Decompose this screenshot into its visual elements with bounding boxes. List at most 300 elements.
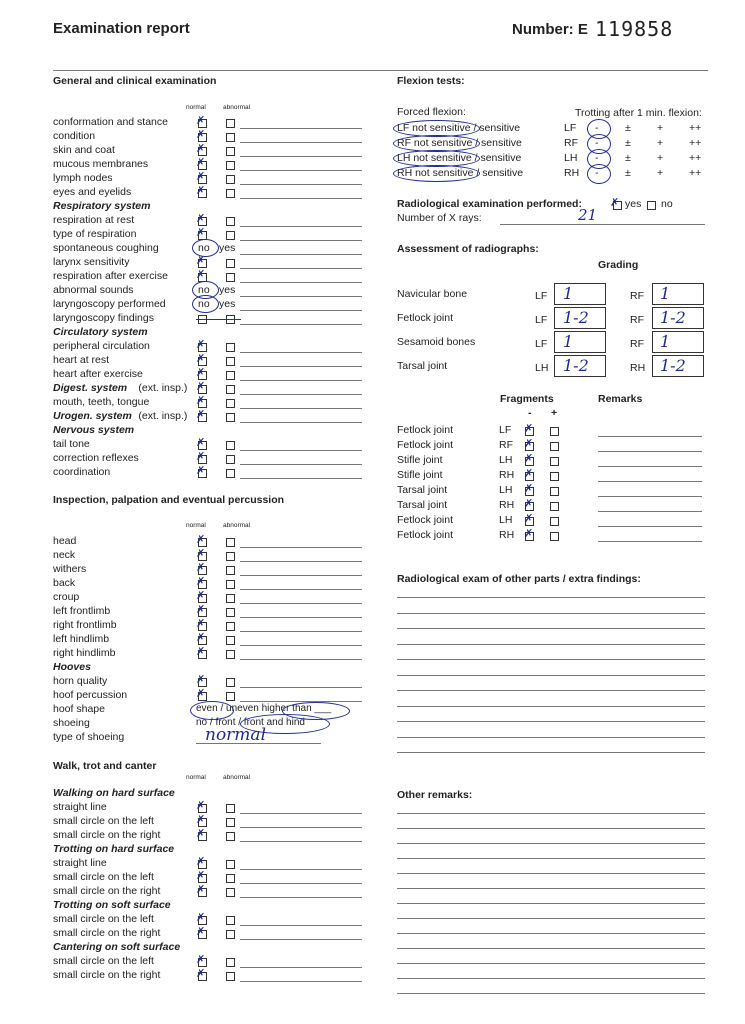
ruled-line: [397, 628, 705, 629]
answer-line: [240, 464, 362, 465]
flexion-scale: ±: [625, 167, 631, 179]
abnormal-checkbox[interactable]: [226, 175, 235, 184]
abnormal-checkbox[interactable]: [226, 371, 235, 380]
ruled-line: [397, 993, 705, 994]
abnormal-checkbox[interactable]: [226, 385, 235, 394]
circled-even: [190, 701, 234, 720]
xray-label: Number of X rays:: [397, 212, 482, 224]
trotting-label: Trotting after 1 min. flexion:: [575, 107, 702, 119]
fragment-check-mark: ✗: [524, 437, 534, 450]
row-label: correction reflexes: [53, 452, 139, 464]
abnormal-checkbox[interactable]: [226, 189, 235, 198]
answer-line: [240, 380, 362, 381]
fragment-leg: RH: [499, 469, 515, 481]
ruled-line: [397, 644, 705, 645]
remarks-line: [598, 436, 702, 437]
grade-left-value: 1-2: [563, 356, 589, 375]
check-mark: ✗: [196, 156, 206, 169]
check-mark: ✗: [196, 226, 206, 239]
grade-left-leg: LF: [535, 290, 548, 302]
ruled-line: [397, 948, 705, 949]
answer-line: [240, 450, 362, 451]
abnormal-checkbox[interactable]: [226, 860, 235, 869]
ruled-line: [397, 597, 705, 598]
fragment-plus-checkbox[interactable]: [550, 532, 559, 541]
fragment-plus-checkbox[interactable]: [550, 517, 559, 526]
section-heading: Hooves: [53, 661, 91, 673]
abnormal-checkbox[interactable]: [226, 441, 235, 450]
fragment-plus-checkbox[interactable]: [550, 457, 559, 466]
grade-left-leg: LF: [535, 338, 548, 350]
grade-left-value: 1-2: [563, 308, 589, 327]
answer-line: [240, 282, 362, 283]
row-label: laryngoscopy findings: [53, 312, 154, 324]
check-mark: ✗: [196, 142, 206, 155]
row-label: abnormal sounds: [53, 284, 134, 296]
answer-line: [240, 967, 362, 968]
check-mark: ✗: [196, 617, 206, 630]
row-label: hoof shape: [53, 703, 105, 715]
handwritten-answer: normal: [205, 725, 267, 745]
abnormal-checkbox[interactable]: [226, 455, 235, 464]
fragment-check-mark: ✗: [524, 467, 534, 480]
check-mark: ✗: [196, 212, 206, 225]
fragment-plus-checkbox[interactable]: [550, 487, 559, 496]
row-label: skin and coat: [53, 144, 115, 156]
answer-line: [240, 310, 362, 311]
col-abnormal-label-2: abnormal: [223, 522, 251, 529]
check-mark: ✗: [196, 869, 206, 882]
row-label: straight line: [53, 857, 107, 869]
row-label: neck: [53, 549, 76, 561]
answer-line: [240, 366, 362, 367]
no-option[interactable]: no: [198, 242, 210, 254]
grade-right-value: 1-2: [660, 308, 686, 327]
fragment-check-mark: ✗: [524, 527, 534, 540]
answer-line: [240, 547, 362, 548]
check-mark: ✗: [196, 450, 206, 463]
fragment-leg: RH: [499, 529, 515, 541]
check-mark: ✗: [196, 813, 206, 826]
ruled-line: [397, 963, 705, 964]
abnormal-checkbox[interactable]: [226, 259, 235, 268]
row-label: respiration at rest: [53, 214, 135, 226]
fragment-check-mark: ✗: [524, 482, 534, 495]
ruled-line: [397, 752, 705, 753]
abnormal-checkbox[interactable]: [226, 399, 235, 408]
fragments-label: Fragments: [500, 393, 554, 405]
remarks-line: [598, 511, 702, 512]
no-option[interactable]: no: [198, 284, 210, 296]
fragment-check-mark: ✗: [524, 497, 534, 510]
grade-right-leg: RH: [630, 362, 646, 374]
fragment-label: Fetlock joint: [397, 439, 454, 451]
answer-line: [240, 156, 362, 157]
abnormal-checkbox[interactable]: [226, 273, 235, 282]
check-mark: ✗: [196, 408, 206, 421]
check-mark: ✗: [196, 114, 206, 127]
check-mark: ✗: [196, 925, 206, 938]
row-label: straight line: [53, 801, 107, 813]
flexion-leg: LF: [564, 122, 577, 134]
ruled-line: [397, 933, 705, 934]
col-normal-label-2: normal: [186, 522, 206, 529]
answer-line: [240, 813, 362, 814]
answer-line: [240, 422, 362, 423]
abnormal-checkbox[interactable]: [226, 832, 235, 841]
section-heading: Trotting on soft surface: [53, 899, 171, 911]
ruled-line: [397, 706, 705, 707]
section-heading: Urogen. system: [53, 410, 132, 422]
grade-left-leg: LF: [535, 314, 548, 326]
remarks-line: [598, 451, 702, 452]
check-mark: ✗: [196, 366, 206, 379]
plus-label: +: [551, 407, 558, 419]
yes-option[interactable]: yes: [219, 298, 236, 310]
row-label: small circle on the left: [53, 913, 154, 925]
check-mark: ✗: [196, 394, 206, 407]
ruled-line: [397, 613, 705, 614]
check-mark: ✗: [196, 575, 206, 588]
flexion-leg: RH: [564, 167, 580, 179]
flexion-row-text: LH not sensitive / sensitive: [397, 152, 522, 164]
grade-right-leg: RF: [630, 290, 644, 302]
row-label: small circle on the right: [53, 829, 161, 841]
answer-line: [240, 617, 362, 618]
abnormal-checkbox[interactable]: [226, 650, 235, 659]
ruled-line: [397, 873, 705, 874]
check-mark: ✗: [196, 561, 206, 574]
radio-yes-mark: ✗: [610, 196, 620, 209]
col-abnormal-label-3: abnormal: [223, 774, 251, 781]
abnormal-checkbox[interactable]: [226, 804, 235, 813]
ruled-line: [397, 918, 705, 919]
col-normal-label: normal: [186, 104, 206, 111]
flexion-scale: ++: [689, 122, 702, 134]
answer-line: [240, 645, 362, 646]
abnormal-checkbox[interactable]: [226, 622, 235, 631]
fragment-plus-checkbox[interactable]: [550, 427, 559, 436]
row-label: coordination: [53, 466, 111, 478]
flexion-row-text: LF not sensitive / sensitive: [397, 122, 521, 134]
abnormal-checkbox[interactable]: [226, 343, 235, 352]
grade-right-leg: RF: [630, 338, 644, 350]
row-label: right frontlimb: [53, 619, 117, 631]
fragment-label: Fetlock joint: [397, 514, 454, 526]
abnormal-checkbox[interactable]: [226, 538, 235, 547]
abnormal-checkbox[interactable]: [226, 678, 235, 687]
answer-line: [240, 603, 362, 604]
no-option[interactable]: no: [198, 298, 210, 310]
answer-line: [240, 408, 362, 409]
row-label: small circle on the right: [53, 969, 161, 981]
flexion-grade: -: [595, 137, 599, 149]
row-label: heart after exercise: [53, 368, 143, 380]
fragment-label: Fetlock joint: [397, 424, 454, 436]
general-section-title: General and clinical examination: [53, 75, 217, 87]
abnormal-checkbox[interactable]: [226, 469, 235, 478]
ruled-line: [397, 675, 705, 676]
flexion-leg: RF: [564, 137, 578, 149]
answer-line: [240, 268, 362, 269]
row-label: left hindlimb: [53, 633, 110, 645]
answer-line: [240, 198, 362, 199]
fragment-leg: RH: [499, 499, 515, 511]
heading-suffix: (ext. insp.): [138, 382, 188, 394]
grade-left-box[interactable]: [554, 331, 606, 353]
answer-line: [240, 841, 362, 842]
check-mark: ✗: [196, 268, 206, 281]
check-mark: ✗: [196, 687, 206, 700]
check-mark: ✗: [196, 645, 206, 658]
report-number: 119858: [595, 17, 674, 41]
row-label: withers: [53, 563, 87, 575]
check-mark: ✗: [196, 883, 206, 896]
row-label: right hindlimb: [53, 647, 116, 659]
grade-left-value: 1: [563, 284, 574, 303]
flexion-scale: ±: [625, 152, 631, 164]
row-label: lymph nodes: [53, 172, 113, 184]
circled-not-sensitive: [393, 165, 480, 182]
fragment-leg: LH: [499, 454, 513, 466]
remarks-label: Remarks: [598, 393, 643, 405]
abnormal-checkbox[interactable]: [226, 357, 235, 366]
col-normal-label-3: normal: [186, 774, 206, 781]
row-label: conformation and stance: [53, 116, 168, 128]
abnormal-checkbox[interactable]: [226, 580, 235, 589]
fragment-check-mark: ✗: [524, 512, 534, 525]
answer-line: [240, 939, 362, 940]
abnormal-checkbox[interactable]: [226, 594, 235, 603]
grading-label: Grading: [598, 259, 639, 271]
ruled-line: [397, 690, 705, 691]
number-label: Number: E: [512, 21, 588, 38]
abnormal-checkbox[interactable]: [226, 119, 235, 128]
forced-flexion-label: Forced flexion:: [397, 106, 466, 118]
check-mark: ✗: [196, 855, 206, 868]
flexion-row-text: RF not sensitive / sensitive: [397, 137, 522, 149]
remarks-line: [598, 526, 702, 527]
answer-line: [240, 142, 362, 143]
check-mark: ✗: [196, 464, 206, 477]
option-text: even / uneven higher than ___: [196, 703, 332, 714]
answer-line: [240, 478, 362, 479]
row-label: mouth, teeth, tongue: [53, 396, 150, 408]
answer-line: [196, 743, 321, 744]
fragment-plus-checkbox[interactable]: [550, 502, 559, 511]
grade-label: Fetlock joint: [397, 312, 454, 324]
abnormal-checkbox[interactable]: [226, 133, 235, 142]
row-label: head: [53, 535, 77, 547]
ruled-line: [397, 888, 705, 889]
check-mark: ✗: [196, 631, 206, 644]
abnormal-checkbox[interactable]: [226, 552, 235, 561]
ruled-line: [397, 813, 705, 814]
flexion-scale: +: [657, 137, 664, 149]
abnormal-checkbox[interactable]: [226, 874, 235, 883]
row-label: croup: [53, 591, 80, 603]
radiological-title: Radiological examination performed:: [397, 198, 582, 210]
grade-right-value: 1: [660, 284, 671, 303]
answer-line: [240, 240, 362, 241]
abnormal-checkbox[interactable]: [226, 636, 235, 645]
abnormal-checkbox[interactable]: [226, 147, 235, 156]
row-label: type of respiration: [53, 228, 137, 240]
fragment-label: Tarsal joint: [397, 499, 448, 511]
remarks-line: [598, 541, 702, 542]
row-label: small circle on the right: [53, 885, 161, 897]
row-label: eyes and eyelids: [53, 186, 132, 198]
abnormal-checkbox[interactable]: [226, 231, 235, 240]
flexion-scale: +: [657, 167, 664, 179]
row-label: shoeing: [53, 717, 90, 729]
row-label: small circle on the right: [53, 927, 161, 939]
row-label: horn quality: [53, 675, 108, 687]
answer-line: [240, 394, 362, 395]
answer-line: [240, 631, 362, 632]
row-label: small circle on the left: [53, 815, 154, 827]
gait-section-title: Walk, trot and canter: [53, 760, 157, 772]
row-label: spontaneous coughing: [53, 242, 159, 254]
inspection-section-title: Inspection, palpation and eventual percussion: [53, 494, 285, 506]
grade-left-value: 1: [563, 332, 574, 351]
radio-yes-label: yes: [625, 198, 642, 210]
abnormal-checkbox[interactable]: [226, 958, 235, 967]
xray-line: [500, 224, 705, 225]
circled-grade: [587, 164, 611, 184]
section-heading: Respiratory system: [53, 200, 151, 212]
answer-line: [240, 254, 362, 255]
row-label: peripheral circulation: [53, 340, 150, 352]
abnormal-checkbox[interactable]: [226, 888, 235, 897]
fragment-leg: RF: [499, 439, 513, 451]
grade-right-value: 1: [660, 332, 671, 351]
section-heading: Nervous system: [53, 424, 135, 436]
grade-left-box[interactable]: [554, 283, 606, 305]
flexion-scale: +: [657, 122, 664, 134]
radiological-other-title: Radiological exam of other parts / extra findings:: [397, 573, 641, 585]
check-mark: ✗: [196, 673, 206, 686]
grade-left-leg: LH: [535, 362, 549, 374]
fragment-label: Stifle joint: [397, 469, 443, 481]
yes-option[interactable]: yes: [219, 242, 236, 254]
section-heading: Walking on hard surface: [53, 787, 175, 799]
answer-line: [240, 589, 362, 590]
answer-line: [240, 561, 362, 562]
flexion-scale: +: [657, 152, 664, 164]
minus-label: -: [528, 407, 532, 419]
strike-mark: [196, 319, 241, 320]
remarks-line: [598, 496, 702, 497]
abnormal-checkbox[interactable]: [226, 818, 235, 827]
ruled-line: [397, 978, 705, 979]
abnormal-checkbox[interactable]: [226, 692, 235, 701]
check-mark: ✗: [196, 603, 206, 616]
flexion-grade: -: [595, 167, 599, 179]
answer-line: [240, 883, 362, 884]
flexion-grade: -: [595, 152, 599, 164]
fragment-plus-checkbox[interactable]: [550, 442, 559, 451]
answer-line: [240, 981, 362, 982]
fragment-leg: LF: [499, 424, 512, 436]
row-label: mucous membranes: [53, 158, 149, 170]
row-label: respiration after exercise: [53, 270, 168, 282]
answer-line: [240, 170, 362, 171]
row-label: heart at rest: [53, 354, 110, 366]
page-title: Examination report: [53, 20, 190, 37]
abnormal-checkbox[interactable]: [226, 916, 235, 925]
flexion-scale: ±: [625, 122, 631, 134]
remarks-line: [598, 466, 702, 467]
fragment-leg: LH: [499, 514, 513, 526]
abnormal-checkbox[interactable]: [226, 217, 235, 226]
answer-line: [240, 575, 362, 576]
answer-line: [240, 184, 362, 185]
check-mark: ✗: [196, 128, 206, 141]
check-mark: ✗: [196, 184, 206, 197]
check-mark: ✗: [196, 799, 206, 812]
section-heading: Cantering on soft surface: [53, 941, 181, 953]
flexion-scale: ++: [689, 167, 702, 179]
flexion-scale: ++: [689, 137, 702, 149]
abnormal-checkbox[interactable]: [226, 930, 235, 939]
row-label: condition: [53, 130, 96, 142]
circled-no: [192, 295, 219, 313]
yes-option[interactable]: yes: [219, 284, 236, 296]
answer-line: [240, 296, 362, 297]
ruled-line: [397, 737, 705, 738]
fragment-label: Stifle joint: [397, 454, 443, 466]
check-mark: ✗: [196, 352, 206, 365]
answer-line: [240, 226, 362, 227]
check-mark: ✗: [196, 589, 206, 602]
circled-front-and-hind: [240, 714, 330, 734]
fragment-leg: LH: [499, 484, 513, 496]
heading-suffix: (ext. insp.): [138, 410, 188, 422]
abnormal-checkbox[interactable]: [226, 608, 235, 617]
header-divider: [53, 70, 708, 71]
row-label: hoof percussion: [53, 689, 128, 701]
flexion-leg: LH: [564, 152, 578, 164]
fragment-label: Tarsal joint: [397, 484, 448, 496]
check-mark: ✗: [196, 254, 206, 267]
abnormal-checkbox[interactable]: [226, 161, 235, 170]
ruled-line: [397, 721, 705, 722]
answer-line: [240, 897, 362, 898]
check-mark: ✗: [196, 170, 206, 183]
answer-line: [240, 687, 362, 688]
row-label: left frontlimb: [53, 605, 111, 617]
fragment-check-mark: ✗: [524, 422, 534, 435]
radio-no-checkbox[interactable]: [647, 201, 656, 210]
abnormal-checkbox[interactable]: [226, 566, 235, 575]
fragment-plus-checkbox[interactable]: [550, 472, 559, 481]
row-label: back: [53, 577, 76, 589]
check-mark: ✗: [196, 380, 206, 393]
abnormal-checkbox[interactable]: [226, 972, 235, 981]
flexion-scale: ++: [689, 152, 702, 164]
abnormal-checkbox[interactable]: [226, 413, 235, 422]
check-mark: ✗: [196, 967, 206, 980]
check-mark: ✗: [196, 436, 206, 449]
answer-line: [240, 659, 362, 660]
row-label: laryngoscopy performed: [53, 298, 166, 310]
check-mark: ✗: [196, 547, 206, 560]
flexion-scale: ±: [625, 137, 631, 149]
other-remarks-title: Other remarks:: [397, 789, 473, 801]
check-mark: ✗: [196, 827, 206, 840]
ruled-line: [397, 858, 705, 859]
